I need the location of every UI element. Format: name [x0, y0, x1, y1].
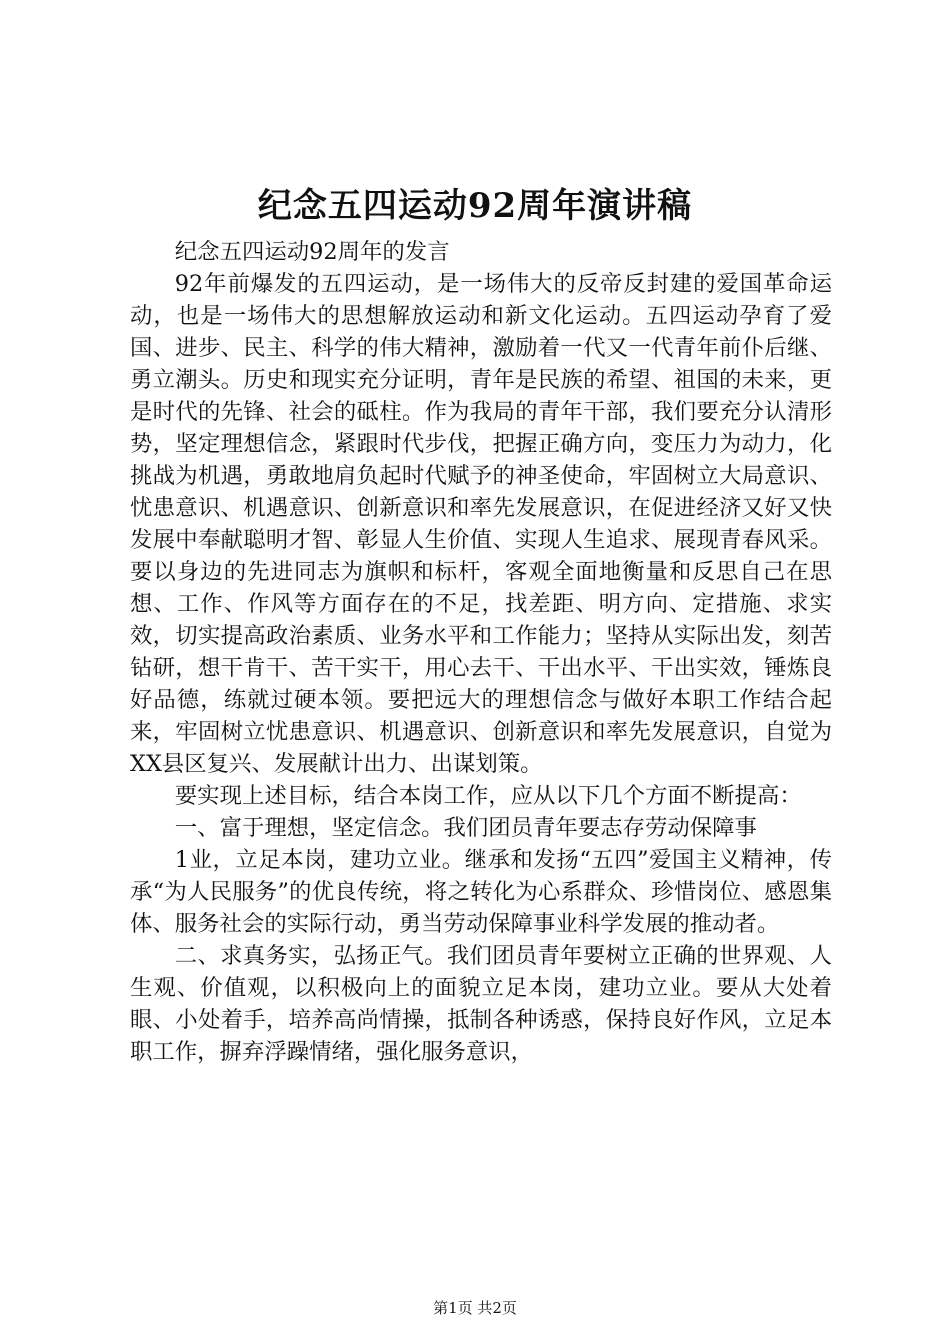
paragraph-point-two: 二、求真务实，弘扬正气。我们团员青年要树立正确的世界观、人生观、价值观，以积极向上的面貌立足本岗，建功立业。要从大处着眼、小处着手，培养高尚情操，抵制各种诱惑，保持良好作风，立足本职工作，摒弃浮躁情绪，强化服务意识， [130, 943, 832, 1065]
document-body [130, 236, 832, 1068]
paragraph-goals: 要实现上述目标，结合本岗工作，应从以下几个方面不断提高： [174, 783, 802, 809]
paragraph-subtitle: 纪念五四运动92周年的发言 [174, 239, 450, 265]
paragraph-point-one: 一、富于理想，坚定信念。我们团员青年要志存劳动保障事 [174, 815, 757, 841]
paragraph-point-one-continued: 1业，立足本岗，建功立业。继承和发扬“五四”爱国主义精神，传承“为人民服务”的优良传统，将之转化为心系群众、珍惜岗位、感恩集体、服务社会的实际行动，勇当劳动保障事业科学发展的推动者。 [130, 847, 832, 937]
paragraph-intro: 92年前爆发的五四运动，是一场伟大的反帝反封建的爱国革命运动，也是一场伟大的思想解放运动和新文化运动。五四运动孕育了爱国、进步、民主、科学的伟大精神，激励着一代又一代青年前仆后继、勇立潮头。历史和现实充分证明，青年是民族的希望、祖国的未来，更是时代的先锋、社会的砥柱。作为我局的青年干部，我们要充分认清形势，坚定理想信念，紧跟时代步伐，把握正确方向，变压力为动力，化挑战为机遇，勇敢地肩负起时代赋予的神圣使命，牢固树立大局意识、忧患意识、机遇意识、创新意识和率先发展意识，在促进经济又好又快发展中奉献聪明才智、彰显人生价值、实现人生追求、展现青春风采。要以身边的先进同志为旗帜和标杆，客观全面地衡量和反思自己在思想、工作、作风等方面存在的不足，找差距、明方向、定措施、求实效，切实提高政治素质、业务水平和工作能力；坚持从实际出发，刻苦钻研，想干肯干、苦干实干，用心去干、干出水平、干出实效，锤炼良好品德，练就过硬本领。要把远大的理想信念与做好本职工作结合起来，牢固树立忧患意识、机遇意识、创新意识和率先发展意识，自觉为XX县区复兴、发展献计出力、出谋划策。 [130, 271, 832, 777]
page-footer: 第1页 共2页 [433, 1299, 517, 1317]
document-title: 纪念五四运动92周年演讲稿 [257, 186, 693, 226]
